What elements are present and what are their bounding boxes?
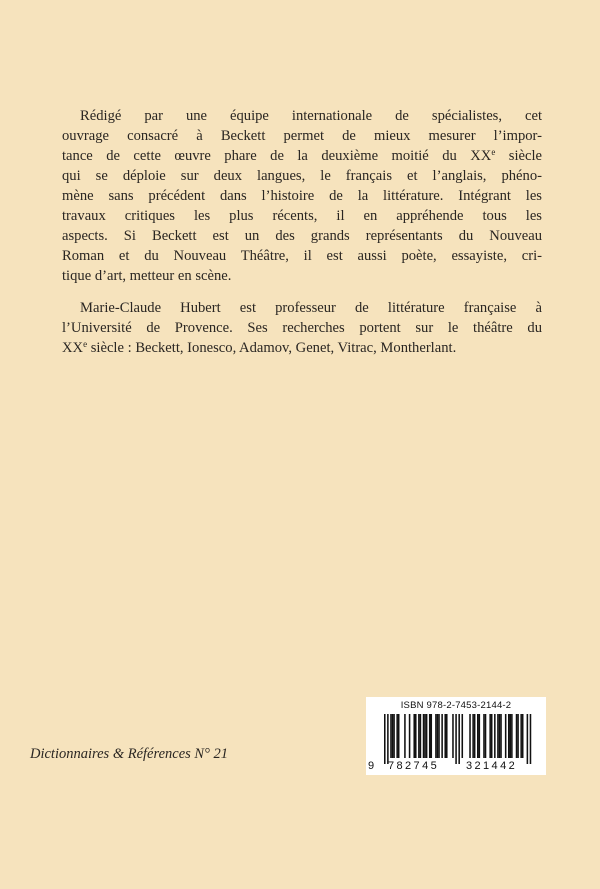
barcode-bar — [508, 714, 510, 758]
barcode-bar — [500, 714, 502, 758]
barcode-bar — [398, 714, 400, 758]
barcode-bar — [452, 714, 454, 758]
barcode-bar — [510, 714, 512, 758]
barcode-bar — [520, 714, 522, 758]
barcode-bar — [479, 714, 481, 758]
isbn-label: ISBN 978-2-7453-2144-2 — [400, 700, 512, 711]
blurb-line: Roman et du Nouveau Théâtre, il est aussi poète, essayiste, cri- — [62, 248, 542, 264]
ean-left-group: 782745 — [388, 760, 440, 772]
barcode-bar — [409, 714, 411, 758]
barcode-bar — [474, 714, 476, 758]
barcode-bar — [429, 714, 431, 758]
barcode-bar — [392, 714, 394, 758]
barcode-bar — [420, 714, 422, 758]
isbn-barcode — [366, 697, 546, 775]
barcode-bar — [423, 714, 425, 758]
barcode-bar — [413, 714, 415, 758]
barcode-bar — [499, 714, 501, 758]
barcode-bar — [511, 714, 513, 758]
barcode-bar — [384, 714, 386, 764]
bio-line-text: XX — [62, 340, 84, 356]
barcode-bar — [491, 714, 493, 758]
barcode-bar — [516, 714, 518, 758]
barcode-bar — [446, 714, 448, 758]
barcode-bar — [437, 714, 439, 758]
barcode-bar — [444, 714, 446, 758]
barcode-bar — [472, 714, 474, 758]
blurb-line-text: tance de cette œuvre phare de la deuxième moitié du XX — [62, 148, 492, 164]
bio-line: Marie-Claude Hubert est professeur de littérature française à — [80, 300, 542, 316]
barcode-bar — [462, 714, 464, 758]
blurb-line: qui se déploie sur deux langues, le français et l’anglais, phéno- — [62, 168, 542, 184]
barcode-bar — [426, 714, 428, 758]
superscript-e: e — [83, 339, 88, 349]
blurb-line: tique d’art, metteur en scène. — [62, 268, 232, 284]
barcode-bar — [489, 714, 491, 758]
barcode-bar — [522, 714, 524, 758]
barcode-bar — [424, 714, 426, 758]
author-bio — [62, 298, 542, 358]
barcode-bar — [393, 714, 395, 758]
blurb-line: mène sans précédent dans l’histoire de la littérature. Intégrant les — [62, 188, 542, 204]
barcode-bar — [418, 714, 420, 758]
blurb-line: aspects. Si Beckett est un des grands représentants du Nouveau — [62, 228, 542, 244]
barcode-bar — [431, 714, 433, 758]
barcode-bar — [415, 714, 417, 758]
barcode-bar — [458, 714, 460, 764]
barcode-bar — [435, 714, 437, 758]
barcode-bar — [505, 714, 507, 758]
barcode-bar — [455, 714, 457, 764]
barcode-bar — [483, 714, 485, 758]
barcode-bar — [404, 714, 406, 758]
barcode-bar — [530, 714, 532, 764]
barcode-bar — [441, 714, 443, 758]
blurb-paragraph — [62, 106, 542, 286]
blurb-line — [62, 146, 542, 166]
barcode-bar — [469, 714, 471, 758]
barcode-bar — [396, 714, 398, 758]
blurb-line: Rédigé par une équipe internationale de spécialistes, cet — [80, 108, 542, 124]
blurb-line: ouvrage consacré à Beckett permet de mieux mesurer l’impor- — [62, 128, 542, 144]
barcode-bar — [494, 714, 496, 758]
barcode-bar — [517, 714, 519, 758]
bio-line: l’Université de Provence. Ses recherches portent sur le théâtre du — [62, 320, 542, 336]
barcode-bar — [497, 714, 499, 758]
barcode-bar — [485, 714, 487, 758]
barcode-bar — [477, 714, 479, 758]
blurb-line: travaux critiques les plus récents, il en appréhende tous les — [62, 208, 542, 224]
barcode-bar — [390, 714, 392, 758]
barcode-bar — [387, 714, 389, 764]
bio-line-text: siècle : Beckett, Ionesco, Adamov, Genet, Vitrac, Montherlant. — [87, 340, 457, 356]
ean-first-digit: 9 — [368, 760, 375, 772]
barcode-bar — [527, 714, 529, 764]
series-title: Dictionnaires & Références N° 21 — [30, 746, 229, 762]
ean-right-group: 321442 — [466, 760, 518, 772]
bio-line — [62, 338, 542, 358]
superscript-e: e — [491, 147, 496, 157]
blurb-line-text: siècle — [495, 148, 542, 164]
barcode-bar — [438, 714, 440, 758]
